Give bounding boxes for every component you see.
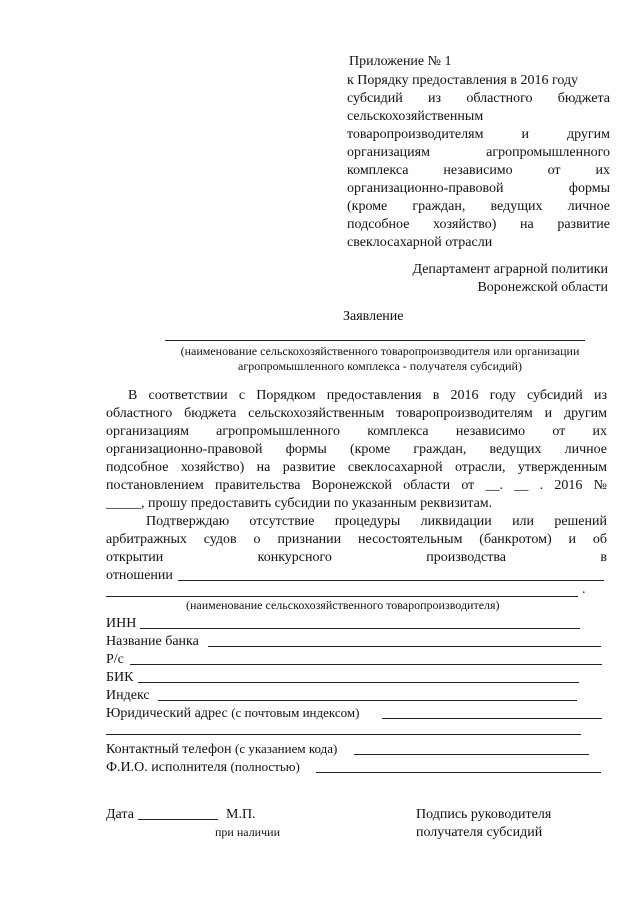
page-title: Заявление xyxy=(343,309,404,324)
applicant-caption: (наименование сельскохозяйственного товаропроизводителя или организации xyxy=(180,344,580,358)
annex-line: свеклосахарной отрасли xyxy=(347,235,493,250)
bank-field[interactable] xyxy=(208,646,601,647)
annex-line: субсидий из областного бюджета xyxy=(347,91,610,106)
paragraph-line: областного бюджета сельскохозяйственным товаропроизводителям и другим xyxy=(106,406,607,421)
fio-label-main: Ф.И.О. исполнителя xyxy=(106,760,228,775)
date-label: Дата xyxy=(106,807,134,822)
annex-line: товаропроизводителям и другим xyxy=(347,127,610,142)
paragraph-line: В соответствии с Порядком предоставления в 2016 году субсидий из xyxy=(128,388,607,403)
account-field[interactable] xyxy=(130,664,602,665)
applicant-caption: агропромышленного комплекса - получателя субсидий) xyxy=(238,359,522,373)
bik-label: БИК xyxy=(106,670,134,685)
inn-label: ИНН xyxy=(106,616,137,631)
applicant-name-line[interactable] xyxy=(165,340,585,341)
producer-name-line[interactable] xyxy=(106,596,578,597)
paragraph-line: постановлением правительства Воронежской области от __. __ . 2016 № xyxy=(106,478,607,493)
annex-line: организациям агропромышленного xyxy=(347,145,610,160)
paragraph-line: арбитражных судов о признании несостоятельным (банкротом) и об xyxy=(106,532,607,547)
address-label xyxy=(106,705,359,723)
index-field[interactable] xyxy=(158,700,577,701)
phone-label-note: (с указанием кода) xyxy=(235,741,338,756)
paragraph-line: организациям агропромышленного комплекса независимо от их xyxy=(106,424,607,439)
annex-line: организационно-правовой формы xyxy=(347,181,610,196)
paragraph-line: организационно-правовой формы (кроме граждан, ведущих личное xyxy=(106,442,607,457)
stamp-label: М.П. xyxy=(226,807,256,822)
annex-line: (кроме граждан, ведущих личное xyxy=(347,199,610,214)
annex-line: подсобное хозяйство) на развитие xyxy=(347,217,610,232)
paragraph-line: _____, прошу предоставить субсидии по указанным реквизитам. xyxy=(106,496,493,511)
fio-label xyxy=(106,759,300,777)
address-field[interactable] xyxy=(382,718,602,719)
producer-caption: (наименование сельскохозяйственного товаропроизводителя) xyxy=(186,598,500,612)
signature-label: получателя субсидий xyxy=(416,825,543,840)
annex-line: сельскохозяйственным xyxy=(347,109,484,124)
addressee-line: Департамент аграрной политики xyxy=(412,262,608,277)
annex-title: Приложение № 1 xyxy=(349,54,452,69)
fio-label-note: (полностью) xyxy=(230,759,300,774)
phone-label xyxy=(106,741,337,759)
annex-line: к Порядку предоставления в 2016 году xyxy=(347,73,579,88)
bik-field[interactable] xyxy=(138,682,579,683)
account-label: Р/с xyxy=(106,652,124,667)
stamp-note: при наличии xyxy=(215,825,280,839)
date-field[interactable] xyxy=(138,819,218,820)
inn-field[interactable] xyxy=(140,628,580,629)
relation-label: отношении xyxy=(106,568,173,583)
addressee-line: Воронежской области xyxy=(477,280,608,295)
paragraph-line: открытии конкурсного производства в xyxy=(106,550,607,565)
relation-line[interactable] xyxy=(178,580,604,581)
fio-field[interactable] xyxy=(316,772,601,773)
address-label-note: (с почтовым индексом) xyxy=(231,705,360,720)
paragraph-line: Подтверждаю отсутствие процедуры ликвидации или решений xyxy=(146,514,607,529)
phone-field[interactable] xyxy=(354,754,589,755)
signature-label: Подпись руководителя xyxy=(416,807,552,822)
address-label-main: Юридический адрес xyxy=(106,706,228,721)
bank-label: Название банка xyxy=(106,634,199,649)
paragraph-line: подсобное хозяйство) на развитие свеклосахарной отрасли, утвержденным xyxy=(106,460,607,475)
annex-line: комплекса независимо от их xyxy=(347,163,610,178)
phone-label-main: Контактный телефон xyxy=(106,742,232,757)
index-label: Индекс xyxy=(106,688,150,703)
period-mark: . xyxy=(582,582,586,597)
address-field-extra[interactable] xyxy=(106,734,581,735)
